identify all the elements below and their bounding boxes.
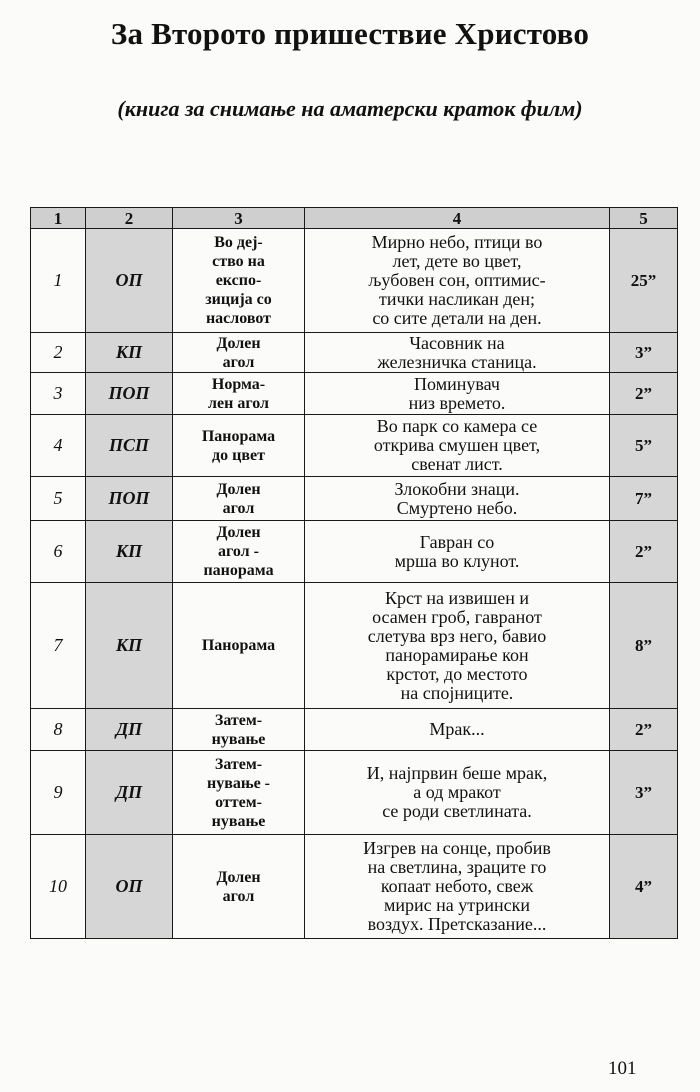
duration-cell: 2” (610, 709, 678, 751)
page-number: 101 (608, 1058, 637, 1079)
camera-angle-cell (173, 521, 305, 583)
camera-angle-line: експо- (215, 272, 262, 289)
scene-description-line: Гавран со (419, 531, 495, 552)
scene-description-cell (305, 333, 610, 373)
scene-description-line: Крст на извишен и (385, 587, 529, 608)
camera-angle-line: панорама (203, 562, 274, 579)
scene-description-cell (305, 373, 610, 415)
duration-cell: 4” (610, 835, 678, 939)
column-header: 1 (31, 208, 86, 229)
duration-cell: 5” (610, 415, 678, 477)
camera-angle-line: Долен (216, 868, 261, 886)
scene-description-cell (305, 477, 610, 521)
scene-description-cell (305, 229, 610, 333)
camera-angle-line: нување (211, 730, 266, 748)
camera-angle-line: Долен (216, 334, 261, 352)
scene-description-line: љубовен сон, оптимис- (368, 270, 546, 290)
scene-description-line: крстот, до местото (386, 663, 528, 684)
shot-type-cell: КП (86, 521, 173, 583)
duration-cell: 2” (610, 373, 678, 415)
table-row (31, 709, 678, 751)
table-row (31, 583, 678, 709)
shot-number-cell: 7 (31, 583, 86, 709)
scene-description-line: Изгрев на сонце, пробив (363, 838, 551, 858)
shot-number-cell: 9 (31, 751, 86, 835)
shot-number-cell: 2 (31, 333, 86, 373)
table-row (31, 521, 678, 583)
shot-type-cell: КП (86, 583, 173, 709)
scene-description-line: слетува врз него, бавио (367, 625, 547, 646)
camera-angle-cell (173, 709, 305, 751)
scene-description-line: железничка станица. (377, 351, 537, 372)
camera-angle-line: зиција со (205, 291, 272, 308)
scene-description-line: Злокобни знаци. (394, 478, 520, 499)
camera-angle-line: Норма- (211, 375, 266, 393)
scene-description-line: а од мракот (413, 782, 501, 802)
camera-angle-line: агол (222, 887, 255, 905)
shot-number-cell: 10 (31, 835, 86, 939)
scene-description-cell (305, 751, 610, 835)
camera-angle-line: оттем- (215, 793, 262, 811)
shot-number-cell: 3 (31, 373, 86, 415)
duration-cell: 3” (610, 751, 678, 835)
camera-angle-cell (173, 229, 305, 333)
column-header: 2 (86, 208, 173, 229)
camera-angle-line: Во деј- (214, 234, 263, 251)
scene-description-line: се роди светлината. (382, 801, 532, 821)
table-row (31, 373, 678, 415)
table-header-row (31, 208, 678, 229)
camera-angle-cell (173, 751, 305, 835)
column-header: 5 (610, 208, 678, 229)
scene-description-line: тички насликан ден; (378, 289, 536, 309)
camera-angle-cell (173, 477, 305, 521)
scene-description-line: на светлина, зраците го (367, 857, 547, 877)
duration-cell: 3” (610, 333, 678, 373)
camera-angle-cell (173, 583, 305, 709)
scene-description-line: свенат лист. (411, 454, 503, 474)
scene-description-line: копаат небото, свеж (380, 876, 534, 896)
shot-number-cell: 5 (31, 477, 86, 521)
table-row (31, 751, 678, 835)
camera-angle-line: нување (211, 812, 266, 830)
scene-description-line: мирис на утрински (384, 895, 530, 915)
scene-description-line: Мрак... (429, 719, 485, 739)
column-header: 3 (173, 208, 305, 229)
camera-angle-cell (173, 415, 305, 477)
shot-type-cell: ПОП (86, 373, 173, 415)
shot-number-cell: 8 (31, 709, 86, 751)
camera-angle-cell (173, 373, 305, 415)
scene-description-line: И, најпрвин беше мрак, (366, 763, 548, 783)
scene-description-cell (305, 835, 610, 939)
scene-description-line: воздух. Претсказание... (367, 914, 547, 934)
duration-cell: 7” (610, 477, 678, 521)
column-header: 4 (305, 208, 610, 229)
scene-description-cell (305, 521, 610, 583)
shot-type-cell: ОП (86, 835, 173, 939)
camera-angle-line: Долен (216, 480, 261, 498)
page-subtitle: (книга за снимање на аматерски краток филм) (117, 96, 583, 121)
duration-cell: 2” (610, 521, 678, 583)
camera-angle-line: Панорама (201, 637, 276, 654)
scene-description-line: Поминувач (414, 373, 500, 394)
shot-type-cell: ДП (86, 709, 173, 751)
page-title: За Второто пришествие Христово (110, 16, 590, 51)
shot-type-cell: КП (86, 333, 173, 373)
camera-angle-line: Долен (216, 524, 261, 541)
scene-description-line: осамен гроб, гавранот (372, 606, 542, 627)
camera-angle-line: нување - (206, 774, 271, 792)
scene-description-line: Во парк со камера се (376, 416, 538, 436)
shot-number-cell: 6 (31, 521, 86, 583)
scene-description-line: Смуртено небо. (396, 497, 518, 518)
shot-type-cell: ПОП (86, 477, 173, 521)
table-row (31, 333, 678, 373)
scene-description-line: на спојниците. (400, 682, 514, 703)
scene-description-line: со сите детали на ден. (372, 308, 542, 328)
scene-description-cell (305, 415, 610, 477)
duration-cell: 25” (610, 229, 678, 333)
camera-angle-line: агол (222, 499, 255, 517)
shot-type-cell: ДП (86, 751, 173, 835)
table-row (31, 415, 678, 477)
scene-description-cell (305, 709, 610, 751)
camera-angle-cell (173, 333, 305, 373)
scene-description-line: низ времето. (408, 392, 506, 413)
camera-angle-line: Затем- (214, 755, 263, 773)
shot-number-cell: 4 (31, 415, 86, 477)
camera-angle-cell (173, 835, 305, 939)
scene-description-line: мрша во клунот. (394, 550, 520, 571)
duration-cell: 8” (610, 583, 678, 709)
shot-list-table (30, 207, 678, 939)
table-row (31, 477, 678, 521)
shot-type-cell: ПСП (86, 415, 173, 477)
camera-angle-line: насловот (205, 310, 272, 327)
scene-description-line: лет, дете во цвет, (392, 251, 522, 271)
scene-description-cell (305, 583, 610, 709)
camera-angle-line: агол (222, 353, 255, 371)
scene-description-line: Часовник на (409, 332, 505, 353)
camera-angle-line: ство на (212, 253, 265, 270)
scene-description-line: панорамирање кон (385, 644, 529, 665)
table-row (31, 835, 678, 939)
table-row (31, 229, 678, 333)
camera-angle-line: до цвет (212, 446, 265, 464)
camera-angle-line: лен агол (208, 394, 269, 412)
scene-description-line: Мирно небо, птици во (371, 232, 543, 252)
camera-angle-line: агол - (218, 543, 259, 560)
shot-number-cell: 1 (31, 229, 86, 333)
camera-angle-line: Панорама (201, 427, 276, 445)
camera-angle-line: Затем- (214, 711, 263, 729)
scene-description-line: открива смушен цвет, (373, 435, 541, 455)
shot-type-cell: ОП (86, 229, 173, 333)
